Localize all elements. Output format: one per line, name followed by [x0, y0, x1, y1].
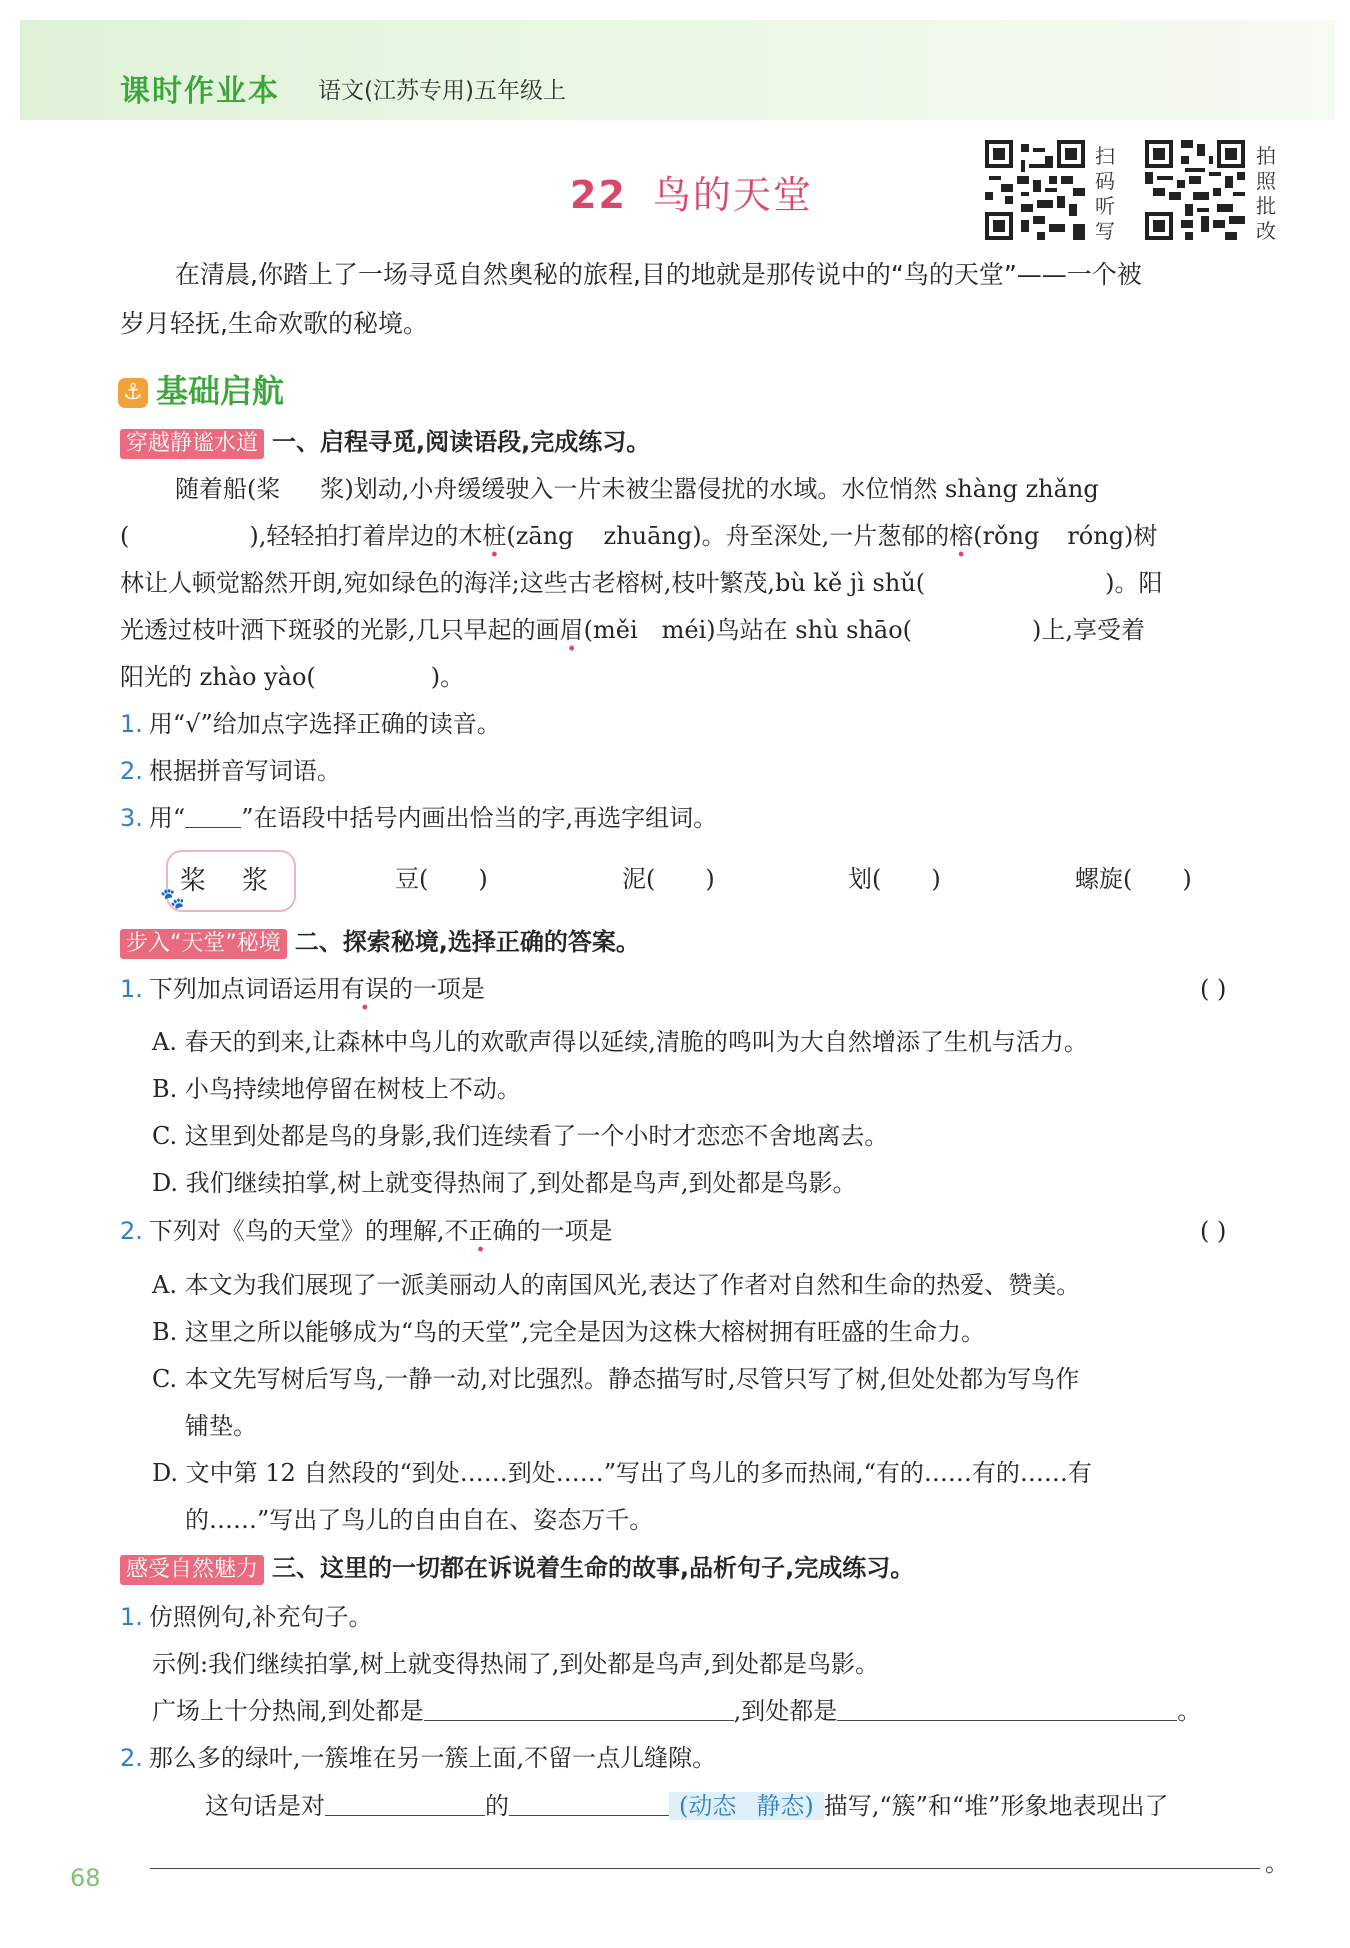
section-title: 基础启航	[156, 372, 285, 410]
p2q2-option-a[interactable]: A. 本文为我们展现了一派美丽动人的南国风光,表达了作者对自然和生命的热爱、赞美。	[152, 1271, 1081, 1299]
passage-line-1	[175, 474, 1099, 504]
qr-code-dictation-icon[interactable]	[985, 140, 1085, 240]
passage-text: méi)鸟站在 shù shāo(	[661, 616, 913, 644]
answer-blank[interactable]	[509, 1792, 669, 1816]
section-basic	[118, 366, 284, 412]
passage-text: (rǒng	[973, 522, 1040, 550]
p2q2-option-c-cont: 铺垫。	[185, 1412, 257, 1440]
p2q1-option-d[interactable]: D. 我们继续拍掌,树上就变得热闹了,到处都是鸟声,到处都是鸟影。	[152, 1169, 857, 1197]
part1-heading	[120, 427, 650, 459]
analysis-text: 的	[485, 1792, 509, 1820]
p3-question-2: 2. 那么多的绿叶,一簇堆在另一簇上面,不留一点儿缝隙。	[120, 1744, 717, 1772]
fill-close: )	[1182, 865, 1192, 893]
part1-title: 一、启程寻觅,阅读语段,完成练习。	[272, 428, 651, 456]
anchor-icon: ⚓	[118, 378, 148, 408]
analysis-sentence	[205, 1791, 1168, 1821]
question-text: 那么多的绿叶,一簇堆在另一簇上面,不留一点儿缝隙。	[148, 1744, 717, 1772]
p2q2-option-d[interactable]: D. 文中第 12 自然段的“到处……到处……”写出了鸟儿的多而热闹,“有的……有的……有	[152, 1459, 1092, 1487]
passage-text: (měi	[583, 616, 638, 644]
passage-text: (zāng	[506, 522, 574, 550]
page-number: 68	[70, 1864, 101, 1892]
question-text: 下列对《鸟的天堂》的理解,	[148, 1217, 445, 1245]
passage-text: )上,享受着	[1032, 616, 1146, 644]
underline-sample	[185, 804, 241, 828]
lesson-number: 22	[570, 173, 627, 217]
qr-grading-label: 拍照批改	[1256, 144, 1276, 243]
answer-paren-2[interactable]: ( )	[1200, 1217, 1227, 1245]
fill-text: 。	[1177, 1697, 1202, 1725]
fill-4[interactable]	[1075, 864, 1192, 894]
p2-question-1: 1. 下列加点词语运用有误的一项是	[120, 975, 485, 1003]
passage-text: zhuāng)。舟至深处,一片葱郁的	[603, 522, 950, 550]
answer-line-end: 。	[1265, 1849, 1289, 1877]
p1-question-1: 1. 用“√”给加点字选择正确的读音。	[120, 710, 501, 738]
passage-line-4	[120, 615, 1145, 645]
passage-text: 浆)划动,小舟缓缓驶入一片未被尘嚣侵扰的水域。水位悄然 shàng zhǎng	[320, 475, 1099, 503]
question-text: 用“√”给加点字选择正确的读音。	[148, 710, 501, 738]
fill-1[interactable]	[395, 864, 488, 894]
dotted-word: 不正确	[444, 1217, 517, 1245]
part2-tag: 步入“天堂”秘境	[120, 929, 287, 959]
passage-text: 林让人顿觉豁然开朗,宛如绿色的海洋;这些古老榕树,枝叶繁茂,bù kě jì shǔ(	[120, 569, 926, 597]
fill-3[interactable]	[848, 864, 941, 894]
question-text: 用“	[148, 804, 186, 832]
dotted-char[interactable]: 眉	[559, 616, 584, 644]
choice-text: 静态)	[756, 1792, 814, 1820]
analysis-text: 描写,“簇”和“堆”形象地表现出了	[823, 1792, 1169, 1820]
book-subtitle: 语文(江苏专用)五年级上	[318, 78, 566, 104]
part2-heading	[120, 927, 640, 959]
p2q2-option-b[interactable]: B. 这里之所以能够成为“鸟的天堂”,完全是因为这株大榕树拥有旺盛的生命力。	[152, 1318, 986, 1346]
answer-blank[interactable]	[424, 1697, 734, 1721]
part3-title: 三、这里的一切都在诉说着生命的故事,品析句子,完成练习。	[272, 1554, 915, 1582]
p2-question-2: 2. 下列对《鸟的天堂》的理解,不正确的一项是	[120, 1217, 613, 1245]
p2q1-option-c[interactable]: C. 这里到处都是鸟的身影,我们连续看了一个小时才恋恋不舍地离去。	[152, 1122, 889, 1150]
passage-text: 随着船(桨	[175, 475, 281, 503]
passage-line-5	[120, 662, 464, 692]
passage-line-2	[120, 521, 1157, 551]
fill-prefix: 划(	[848, 865, 882, 893]
p3-question-1: 1. 仿照例句,补充句子。	[120, 1603, 373, 1631]
p2q2-option-c[interactable]: C. 本文先写树后写鸟,一静一动,对比强烈。静态描写时,尽管只写了树,但处处都为写鸟作	[152, 1365, 1080, 1393]
part3-heading	[120, 1553, 914, 1585]
question-text: 仿照例句,补充句子。	[148, 1603, 373, 1631]
passage-line-3	[120, 568, 1163, 598]
passage-text: )。	[430, 663, 465, 691]
fill-text: 广场上十分热闹,到处都是	[152, 1697, 424, 1725]
example-sentence: 示例:我们继续拍掌,树上就变得热闹了,到处都是鸟声,到处都是鸟影。	[152, 1650, 879, 1678]
part3-tag: 感受自然魅力	[120, 1555, 264, 1585]
dotted-char[interactable]: 桩	[482, 522, 507, 550]
part2-title: 二、探索秘境,选择正确的答案。	[294, 928, 640, 956]
brand-title: 课时作业本	[120, 74, 280, 109]
dotted-char[interactable]: 榕	[949, 522, 974, 550]
dotted-word: 有误	[340, 975, 389, 1003]
fill-close: )	[931, 865, 941, 893]
question-text: 根据拼音写词语。	[148, 757, 341, 785]
answer-paren-1[interactable]: ( )	[1200, 975, 1227, 1003]
fill-prefix: 泥(	[622, 865, 656, 893]
choice-dynamic-static[interactable]	[669, 1792, 824, 1820]
answer-blank[interactable]	[837, 1697, 1177, 1721]
passage-text: (	[120, 522, 130, 550]
answer-line[interactable]	[150, 1868, 1260, 1869]
p1-question-2: 2. 根据拼音写词语。	[120, 757, 341, 785]
passage-text: 光透过枝叶洒下斑驳的光影,几只早起的画	[120, 616, 560, 644]
part1-tag: 穿越静谧水道	[120, 429, 264, 459]
p2q1-option-b[interactable]: B. 小鸟持续地停留在树枝上不动。	[152, 1075, 521, 1103]
fill-2[interactable]	[622, 864, 715, 894]
question-text: ”在语段中括号内画出恰当的字,再选字组词。	[241, 804, 718, 832]
question-text: 下列加点词语运用	[148, 975, 341, 1003]
fill-text: ,到处都是	[733, 1697, 838, 1725]
p1-question-3: 3. 用“ ”在语段中括号内画出恰当的字,再选字组词。	[120, 804, 718, 832]
choice-text: (动态	[679, 1792, 737, 1820]
p2q2-option-d-cont: 的……”写出了鸟儿的自由自在、姿态万千。	[185, 1506, 654, 1534]
intro-line-2: 岁月轻抚,生命欢歌的秘境。	[120, 309, 428, 338]
fill-prefix: 螺旋(	[1075, 865, 1133, 893]
fill-sentence	[152, 1696, 1201, 1726]
question-text: 的一项是	[388, 975, 485, 1003]
passage-text: róng)树	[1067, 522, 1158, 550]
passage-text: )。阳	[1105, 569, 1163, 597]
p2q1-option-a[interactable]: A. 春天的到来,让森林中鸟儿的欢歌声得以延续,清脆的鸣叫为大自然增添了生机与活力。	[152, 1028, 1088, 1056]
analysis-text: 这句话是对	[205, 1792, 325, 1820]
qr-code-grading-icon[interactable]	[1145, 140, 1245, 240]
lesson-title	[570, 164, 813, 219]
intro-line-1: 在清晨,你踏上了一场寻觅自然奥秘的旅程,目的地就是那传说中的“鸟的天堂”——一个被	[175, 260, 1142, 289]
fill-close: )	[478, 865, 488, 893]
fill-prefix: 豆(	[395, 865, 429, 893]
passage-text: 阳光的 zhào yào(	[120, 663, 316, 691]
char-choice-box: 桨 浆	[166, 850, 296, 912]
question-text: 的一项是	[516, 1217, 613, 1245]
lesson-name: 鸟的天堂	[652, 173, 813, 217]
paw-icon: 🐾	[160, 886, 185, 910]
answer-blank[interactable]	[325, 1792, 485, 1816]
fill-close: )	[705, 865, 715, 893]
passage-text: ),轻轻拍打着岸边的木	[249, 522, 483, 550]
qr-dictation-label: 扫码听写	[1095, 144, 1115, 243]
